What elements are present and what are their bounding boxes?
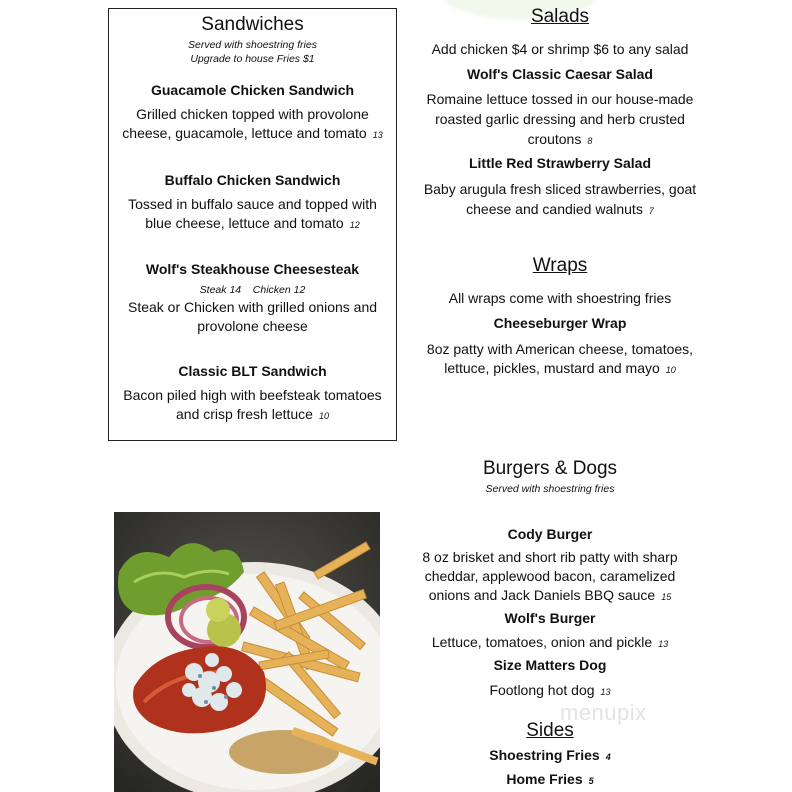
sides-heading: Sides (526, 720, 574, 741)
food-photo-illustration (114, 512, 380, 792)
menu-item-price: 12 (349, 220, 360, 230)
menu-item-name: Cheeseburger Wrap (493, 315, 627, 331)
menu-item-name: Guacamole Chicken Sandwich (150, 82, 355, 98)
menu-item-description: 8oz patty with American cheese, tomatoes, (426, 341, 694, 357)
menu-item-name: Buffalo Chicken Sandwich (164, 172, 341, 188)
description-line: onions and Jack Daniels BBQ sauce (428, 587, 656, 603)
menu-item-description (108, 124, 397, 145)
menu-item-description: Tossed in buffalo sauce and topped with (128, 196, 377, 212)
burgers-note: Served with shoestring fries (485, 483, 615, 495)
menu-item-name: Wolf's Classic Caesar Salad (467, 66, 653, 82)
menu-item-price: 8 (587, 136, 593, 146)
menu-item-description: Steak or Chicken with grilled onions and (127, 299, 378, 315)
menu-item-price: 13 (600, 687, 611, 697)
sandwiches-note: Served with shoestring fries (188, 39, 317, 51)
menu-item-price: 7 (648, 206, 654, 216)
description-line: blue cheese, lettuce and tomato (145, 215, 344, 231)
menu-item-description (108, 405, 397, 426)
description-line: and crisp fresh lettuce (176, 406, 313, 422)
menu-item-description: Bacon piled high with beefsteak tomatoes (123, 387, 382, 403)
menu-item-description (410, 359, 710, 380)
side-item-price: 5 (588, 776, 594, 786)
wraps-note: All wraps come with shoestring fries (448, 290, 672, 306)
menu-item-description (410, 130, 710, 151)
description-line: lettuce, pickles, mustard and mayo (444, 360, 660, 376)
side-item-name: Shoestring Fries (489, 747, 600, 763)
menu-item-description: roasted garlic dressing and herb crusted (435, 111, 685, 127)
description-line: croutons (527, 131, 582, 147)
salads-heading: Salads (530, 6, 590, 27)
menu-item-name: Little Red Strawberry Salad (468, 155, 652, 171)
menu-item-price: 10 (665, 365, 676, 375)
menu-item-price: 13 (658, 639, 669, 649)
description-line: cheese and candied walnuts (466, 201, 643, 217)
menu-item-description: cheddar, applewood bacon, caramelized (424, 568, 676, 584)
menu-item-name: Wolf's Burger (504, 610, 596, 626)
side-item-name: Home Fries (506, 771, 583, 787)
menu-item-description: provolone cheese (197, 318, 308, 334)
menu-item-description (108, 214, 397, 235)
menu-item-description (400, 586, 700, 607)
salads-note: Add chicken $4 or shrimp $6 to any salad (431, 41, 689, 57)
bun (229, 730, 339, 774)
description-line: cheese, guacamole, lettuce and tomato (122, 125, 367, 141)
menu-item-options: Steak 14 Chicken 12 (199, 284, 306, 296)
side-item (400, 771, 700, 787)
side-item (400, 747, 700, 763)
menu-item-name: Classic BLT Sandwich (178, 363, 327, 379)
menu-item-description: Romaine lettuce tossed in our house-made (426, 91, 694, 107)
menu-item-description (400, 681, 700, 702)
description-line: Footlong hot dog (489, 682, 595, 698)
menu-item-name: Wolf's Steakhouse Cheesesteak (145, 261, 360, 277)
menu-item-description (410, 200, 710, 221)
menupix-watermark (560, 700, 647, 726)
burgers-heading: Burgers & Dogs (482, 458, 618, 479)
menu-item-price: 10 (318, 411, 329, 421)
menu-item-description: 8 oz brisket and short rib patty with sharp (422, 549, 678, 565)
menu-item-description (400, 633, 700, 654)
menu-item-price: 13 (372, 130, 383, 140)
menu-item-name: Cody Burger (507, 526, 593, 542)
sandwiches-upgrade-note: Upgrade to house Fries $1 (190, 53, 315, 65)
watermark-text: menupix (560, 700, 647, 725)
food-photo (114, 512, 380, 792)
side-item-price: 4 (605, 752, 611, 762)
description-line: Lettuce, tomatoes, onion and pickle (431, 634, 653, 650)
sandwiches-heading: Sandwiches (201, 14, 304, 35)
menu-item-description: Grilled chicken topped with provolone (136, 106, 369, 122)
menu-item-price: 15 (661, 592, 672, 602)
menu-item-description: Baby arugula fresh sliced strawberries, goat (423, 181, 697, 197)
menu-item-name: Size Matters Dog (493, 657, 607, 673)
wraps-heading: Wraps (532, 255, 588, 276)
